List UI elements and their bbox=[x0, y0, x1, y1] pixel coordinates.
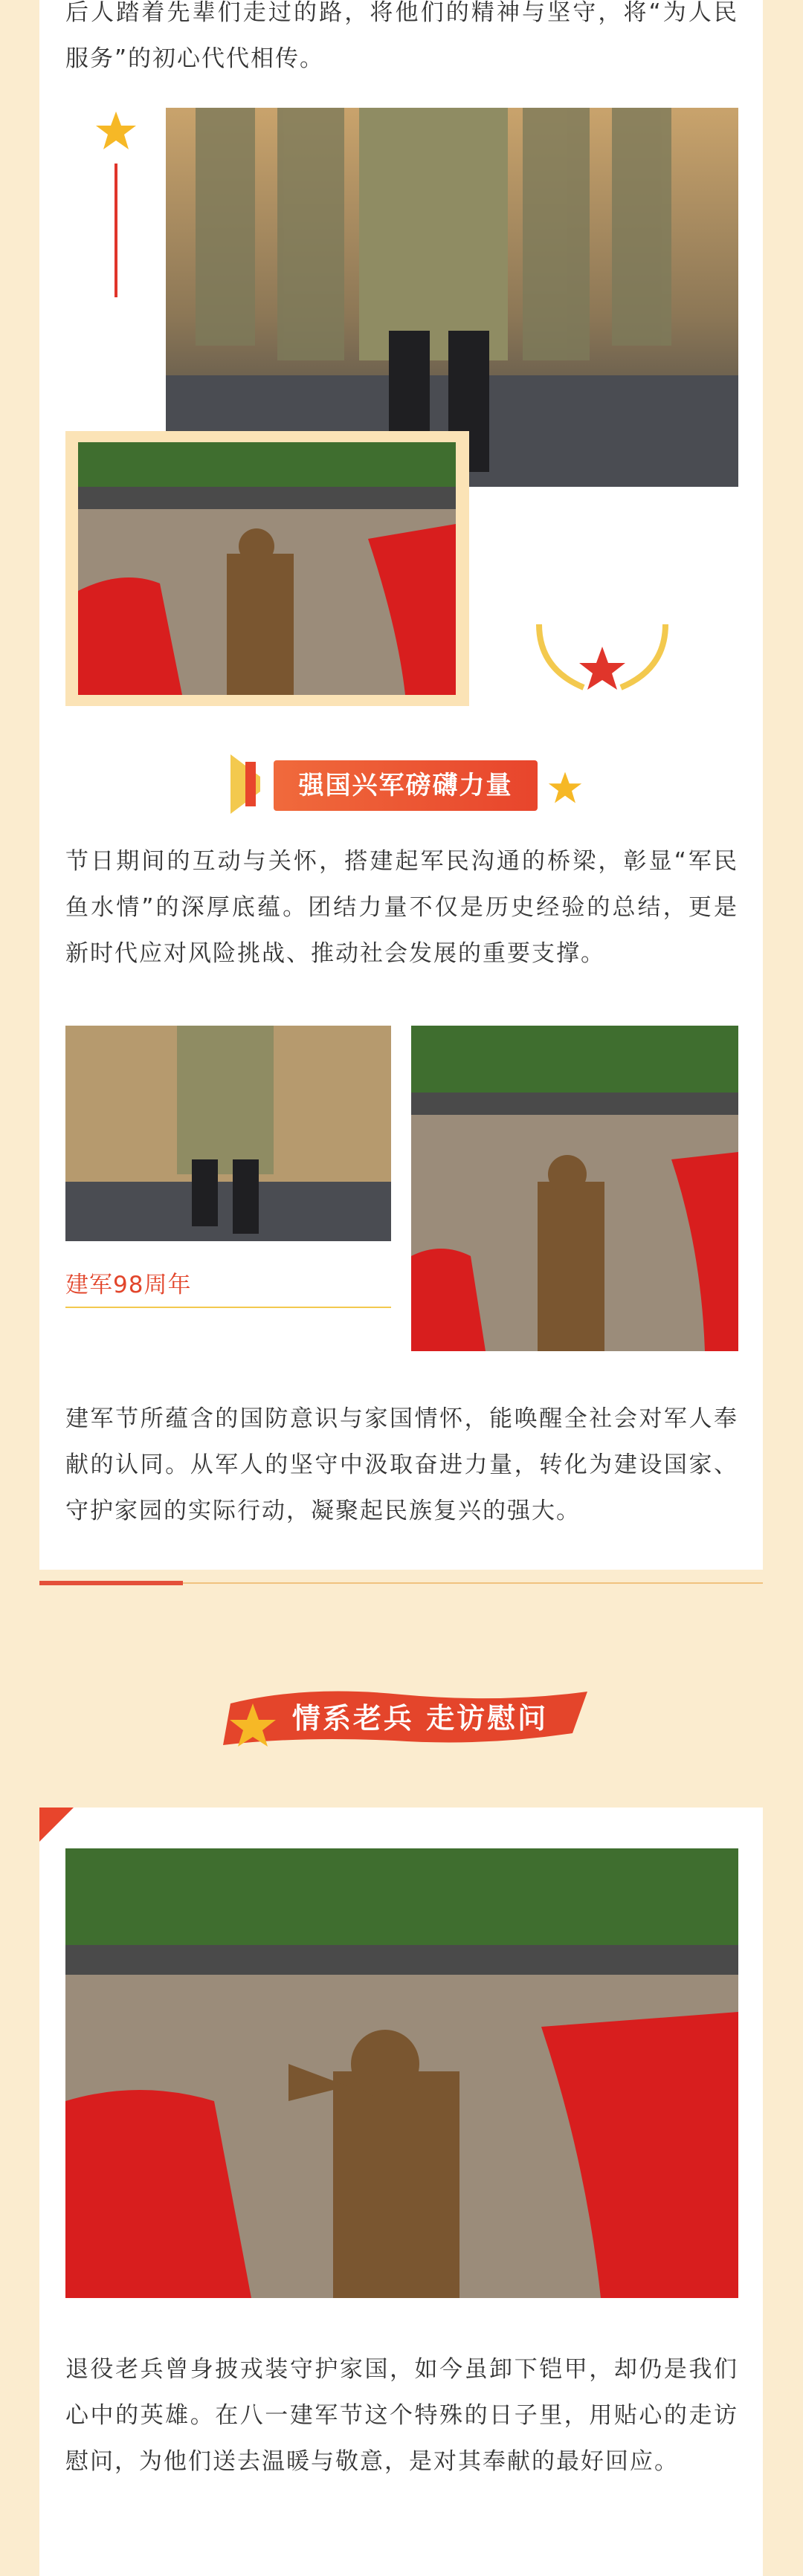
decorative-line bbox=[115, 164, 117, 297]
gold-star-icon bbox=[548, 771, 582, 805]
section3-banner-title: 情系老兵 走访慰问 bbox=[291, 1702, 549, 1735]
intro-paragraph: 后人踏着先辈们走过的路，将他们的精神与坚守，将“为人民服务”的初心代代相传。 bbox=[65, 0, 738, 72]
corner-accent bbox=[39, 1808, 74, 1842]
divider-line bbox=[183, 1582, 763, 1584]
section3-paragraph: 退役老兵曾身披戎装守护家国，如今虽卸下铠甲，却仍是我们心中的英雄。在八一建军节这个特殊的日子里，用贴心的走访慰问，为他们送去温暖与敬意，是对其奉献的最好回应。 bbox=[65, 2356, 738, 2475]
bugler-statue-photo-large bbox=[65, 1848, 738, 2298]
bugler-statue-photo-medium bbox=[411, 1026, 738, 1351]
gold-star-icon bbox=[95, 110, 137, 152]
bugle-icon bbox=[223, 747, 269, 821]
soldiers-marching-photo-small bbox=[65, 1026, 391, 1241]
laurel-star-icon bbox=[524, 609, 680, 699]
section-title-badge bbox=[274, 760, 538, 811]
caption-underline bbox=[65, 1307, 391, 1308]
section1-paragraph: 节日期间的互动与关怀，搭建起军民沟通的桥梁，彰显“军民鱼水情”的深厚底蕴。团结力量不仅是历史经验的总结，更是新时代应对风险挑战、推动社会发展的重要支撑。 bbox=[65, 848, 738, 967]
soldiers-marching-photo bbox=[166, 108, 738, 487]
section-title-text: 强国兴军磅礴力量 bbox=[298, 771, 513, 800]
bugler-statue-photo bbox=[78, 442, 456, 695]
photo-caption: 建军98周年 bbox=[65, 1272, 192, 1298]
divider-accent bbox=[39, 1581, 183, 1585]
section2-paragraph: 建军节所蕴含的国防意识与家国情怀，能唤醒全社会对军人奉献的认同。从军人的坚守中汲取奋进力量，转化为建设国家、守护家园的实际行动，凝聚起民族复兴的强大。 bbox=[65, 1405, 738, 1524]
